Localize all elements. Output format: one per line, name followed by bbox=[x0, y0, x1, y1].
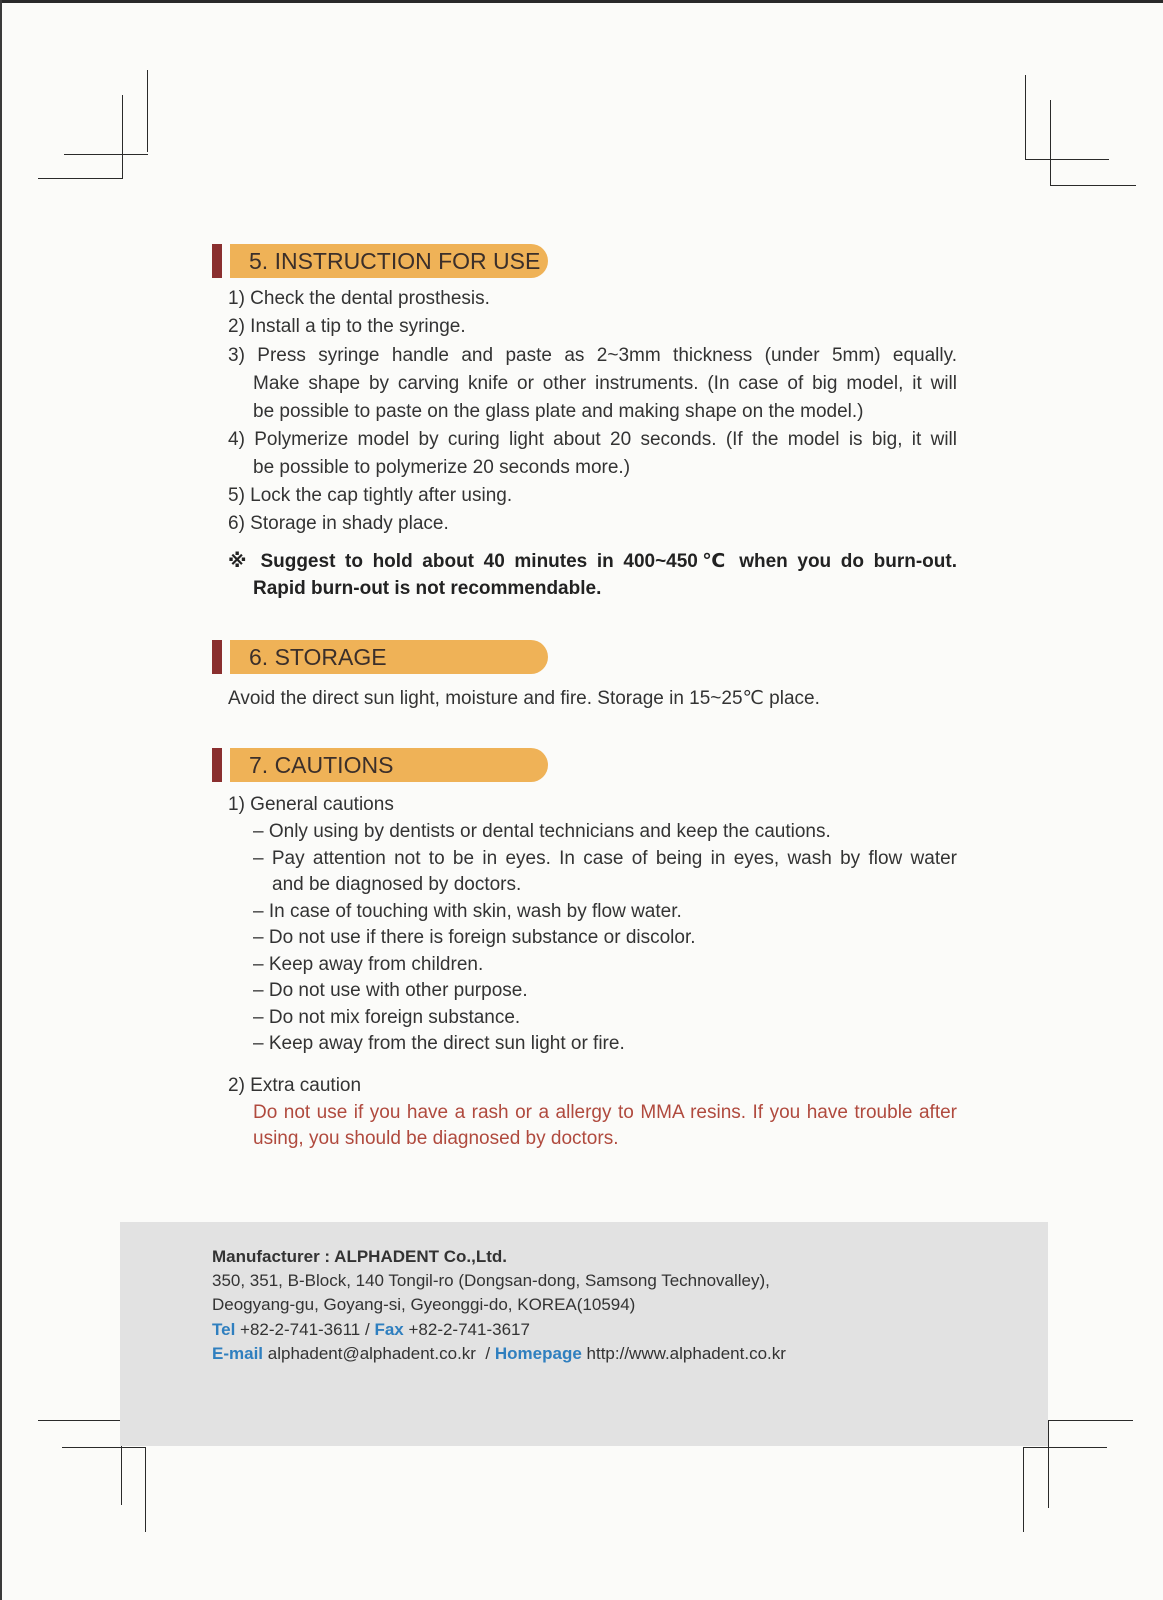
extra-caution-text: Do not use if you have a rash or a allergy to MMA resins. If you have trouble after bbox=[253, 1102, 957, 1123]
caution-item: – Do not use if there is foreign substance or discolor. bbox=[253, 927, 696, 948]
caution-item: – Only using by dentists or dental technicians and keep the cautions. bbox=[253, 821, 831, 842]
caution-item: – Do not use with other purpose. bbox=[253, 980, 528, 1001]
section-marker bbox=[212, 640, 222, 674]
caution-item: – Keep away from the direct sun light or fire. bbox=[253, 1033, 625, 1054]
instruction-step-4: 4) Polymerize model by curing light about 20 seconds. (If the model is big, it will bbox=[228, 429, 957, 450]
contact-phone-line bbox=[212, 1319, 530, 1341]
homepage-label: Homepage bbox=[494, 1344, 582, 1363]
separator: / bbox=[485, 1344, 491, 1363]
instruction-step-3-cont-2: be possible to paste on the glass plate and making shape on the model.) bbox=[253, 401, 864, 422]
section-marker bbox=[212, 244, 222, 278]
email-address: alphadent@alphadent.co.kr bbox=[267, 1344, 476, 1363]
instruction-step-3: 3) Press syringe handle and paste as 2~3mm thickness (under 5mm) equally. bbox=[228, 345, 957, 366]
manufacturer-name: Manufacturer : ALPHADENT Co.,Ltd. bbox=[212, 1247, 507, 1266]
caution-item: – Do not mix foreign substance. bbox=[253, 1007, 521, 1028]
section-marker bbox=[212, 748, 222, 782]
address-line-2: Deogyang-gu, Goyang-si, Gyeonggi-do, KOREA(10594) bbox=[212, 1295, 636, 1314]
extra-caution-text-cont: using, you should be diagnosed by doctors. bbox=[253, 1128, 619, 1149]
storage-text: Avoid the direct sun light, moisture and fire. Storage in 15~25℃ place. bbox=[228, 688, 820, 709]
caution-item: – Pay attention not to be in eyes. In case of being in eyes, wash by flow water bbox=[253, 848, 957, 869]
tel-number: +82-2-741-3611 bbox=[240, 1320, 361, 1339]
scan-edge-top bbox=[0, 0, 1163, 3]
instruction-step-6: 6) Storage in shady place. bbox=[228, 513, 449, 534]
caution-item: – In case of touching with skin, wash by flow water. bbox=[253, 901, 682, 922]
section-title-storage: 6. STORAGE bbox=[249, 644, 387, 670]
instruction-step-3-cont-1: Make shape by carving knife or other instruments. (In case of big model, it will bbox=[253, 373, 957, 394]
email-label: E-mail bbox=[212, 1344, 264, 1363]
fax-label: Fax bbox=[374, 1320, 404, 1339]
burnout-note: ※ Suggest to hold about 40 minutes in 400~450℃ when you do burn-out. bbox=[228, 551, 957, 572]
instruction-step-2: 2) Install a tip to the syringe. bbox=[228, 316, 466, 337]
homepage-url: http://www.alphadent.co.kr bbox=[586, 1344, 786, 1363]
burnout-note-cont: Rapid burn-out is not recommendable. bbox=[253, 578, 602, 599]
instruction-step-5: 5) Lock the cap tightly after using. bbox=[228, 485, 513, 506]
manufacturer-info-box bbox=[120, 1222, 1048, 1446]
extra-caution-title: 2) Extra caution bbox=[228, 1075, 362, 1096]
section-title-instruction: 5. INSTRUCTION FOR USE bbox=[249, 248, 541, 274]
instruction-step-1: 1) Check the dental prosthesis. bbox=[228, 288, 490, 309]
scan-edge-left bbox=[0, 0, 2, 1600]
contact-web-line bbox=[212, 1343, 786, 1365]
section-title-cautions: 7. CAUTIONS bbox=[249, 752, 394, 778]
fax-number: +82-2-741-3617 bbox=[408, 1320, 530, 1339]
instruction-step-4-cont: be possible to polymerize 20 seconds more.) bbox=[253, 457, 631, 478]
caution-item-cont: and be diagnosed by doctors. bbox=[272, 874, 522, 895]
tel-label: Tel bbox=[212, 1320, 236, 1339]
separator: / bbox=[364, 1320, 370, 1339]
address-line-1: 350, 351, B-Block, 140 Tongil-ro (Dongsan-dong, Samsong Technovalley), bbox=[212, 1271, 770, 1290]
general-cautions-title: 1) General cautions bbox=[228, 794, 394, 815]
caution-item: – Keep away from children. bbox=[253, 954, 484, 975]
